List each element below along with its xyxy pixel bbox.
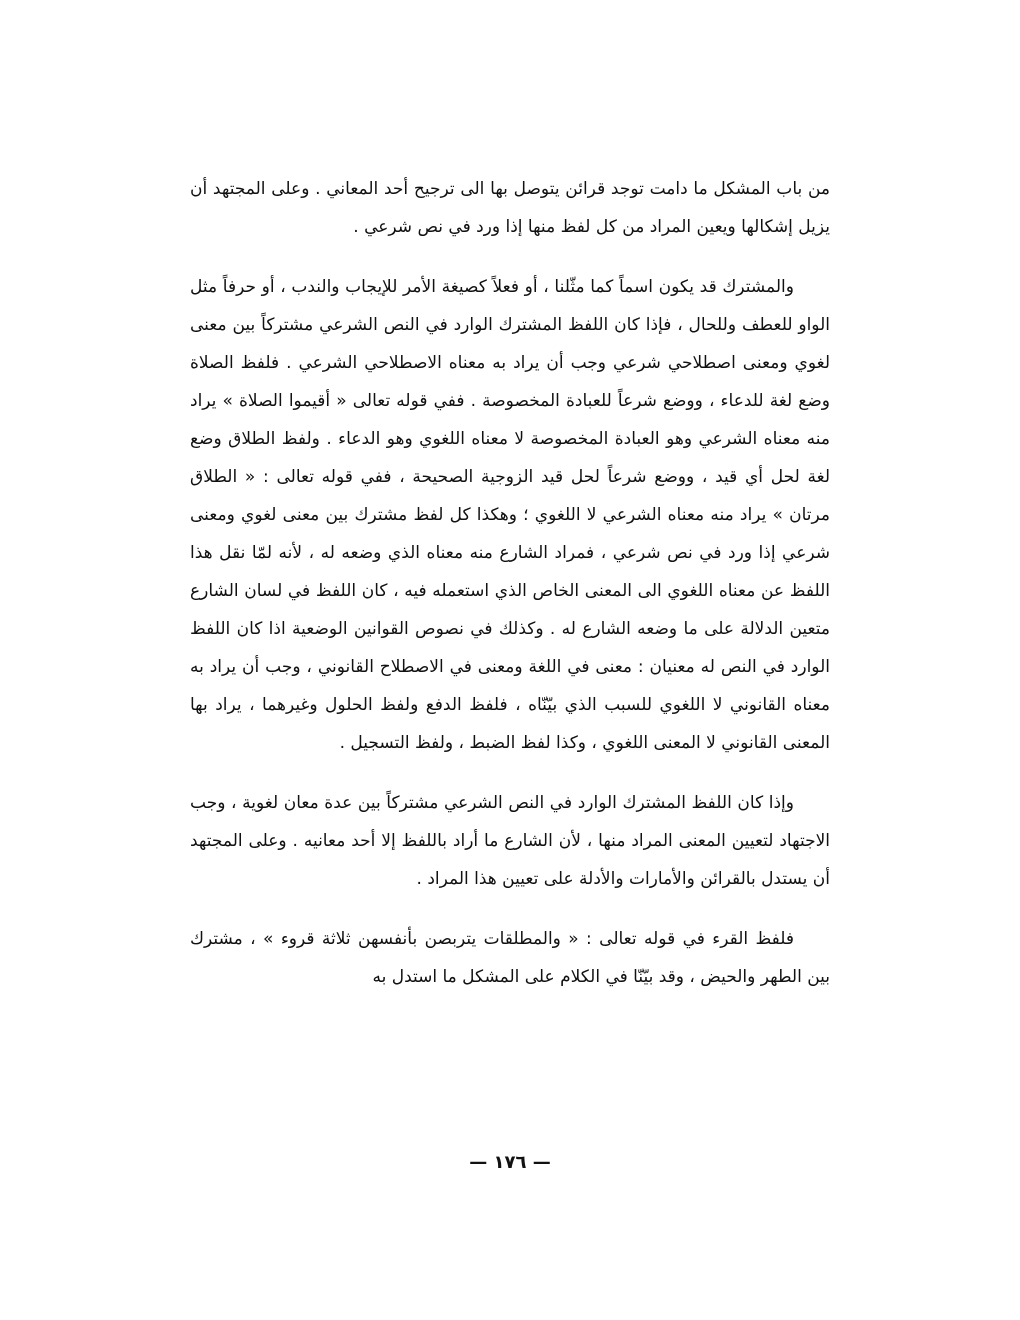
paragraph-1: من باب المشكل ما دامت توجد قرائن يتوصل بها الى ترجيح أحد المعاني . وعلى المجتهد أن يزيل إشكالها ويعين المراد من كل لفظ منها إذا ورد في نص شرعي . <box>190 179 830 237</box>
paragraph-2: والمشترك قد يكون اسماً كما مثّلنا ، أو فعلاً كصيغة الأمر للإيجاب والندب ، أو حرفاً مثل الواو للعطف وللحال ، فإذا كان اللفظ المشترك الوارد في النص الشرعي مشتركاً بين معنى لغوي ومعنى اصطلاحي شرعي وجب أن يراد به معناه الاصطلاحي الشرعي . فلفظ الصلاة وضع لغة للدعاء ، ووضع شرعاً للعبادة المخصوصة . ففي قوله تعالى « أقيموا الصلاة » يراد منه معناه الشرعي وهو العبادة المخصوصة لا معناه اللغوي وهو الدعاء . ولفظ الطلاق وضع لغة لحل أي قيد ، ووضع شرعاً لحل قيد الزوجية الصحيحة ، ففي قوله تعالى : « الطلاق مرتان » يراد منه معناه الشرعي لا اللغوي ؛ وهكذا كل لفظ مشترك بين معنى لغوي ومعنى شرعي إذا ورد في نص شرعي ، فمراد الشارع منه معناه الذي وضعه له ، لأنه لمّا نقل هذا اللفظ عن معناه اللغوي الى المعنى الخاص الذي استعمله فيه ، كان اللفظ في لسان الشارع متعين الدلالة على ما وضعه الشارع له . وكذلك في نصوص القوانين الوضعية اذا كان اللفظ الوارد في النص له معنيان : معنى في اللغة ومعنى في الاصطلاح القانوني ، وجب أن يراد به معناه القانوني لا اللغوي للسبب الذي بيّنّاه ، فلفظ الدفع ولفظ الحلول وغيرهما ، يراد بها المعنى القانوني لا المعنى اللغوي ، وكذا لفظ الضبط ، ولفظ التسجيل . <box>190 277 830 753</box>
paragraph-4: فلفظ القرء في قوله تعالى : « والمطلقات يتربصن بأنفسهن ثلاثة قروء » ، مشترك بين الطهر والحيض ، وقد بيّنّا في الكلام على المشكل ما استدل به <box>190 929 830 987</box>
page-body <box>190 170 830 996</box>
page-number: — ١٧٦ — <box>469 1152 551 1173</box>
paragraph-3: وإذا كان اللفظ المشترك الوارد في النص الشرعي مشتركاً بين عدة معان لغوية ، وجب الاجتهاد لتعيين المعنى المراد منها ، لأن الشارع ما أراد باللفظ إلا أحد معانيه . وعلى المجتهد أن يستدل بالقرائن والأمارات والأدلة على تعيين هذا المراد . <box>190 793 830 889</box>
